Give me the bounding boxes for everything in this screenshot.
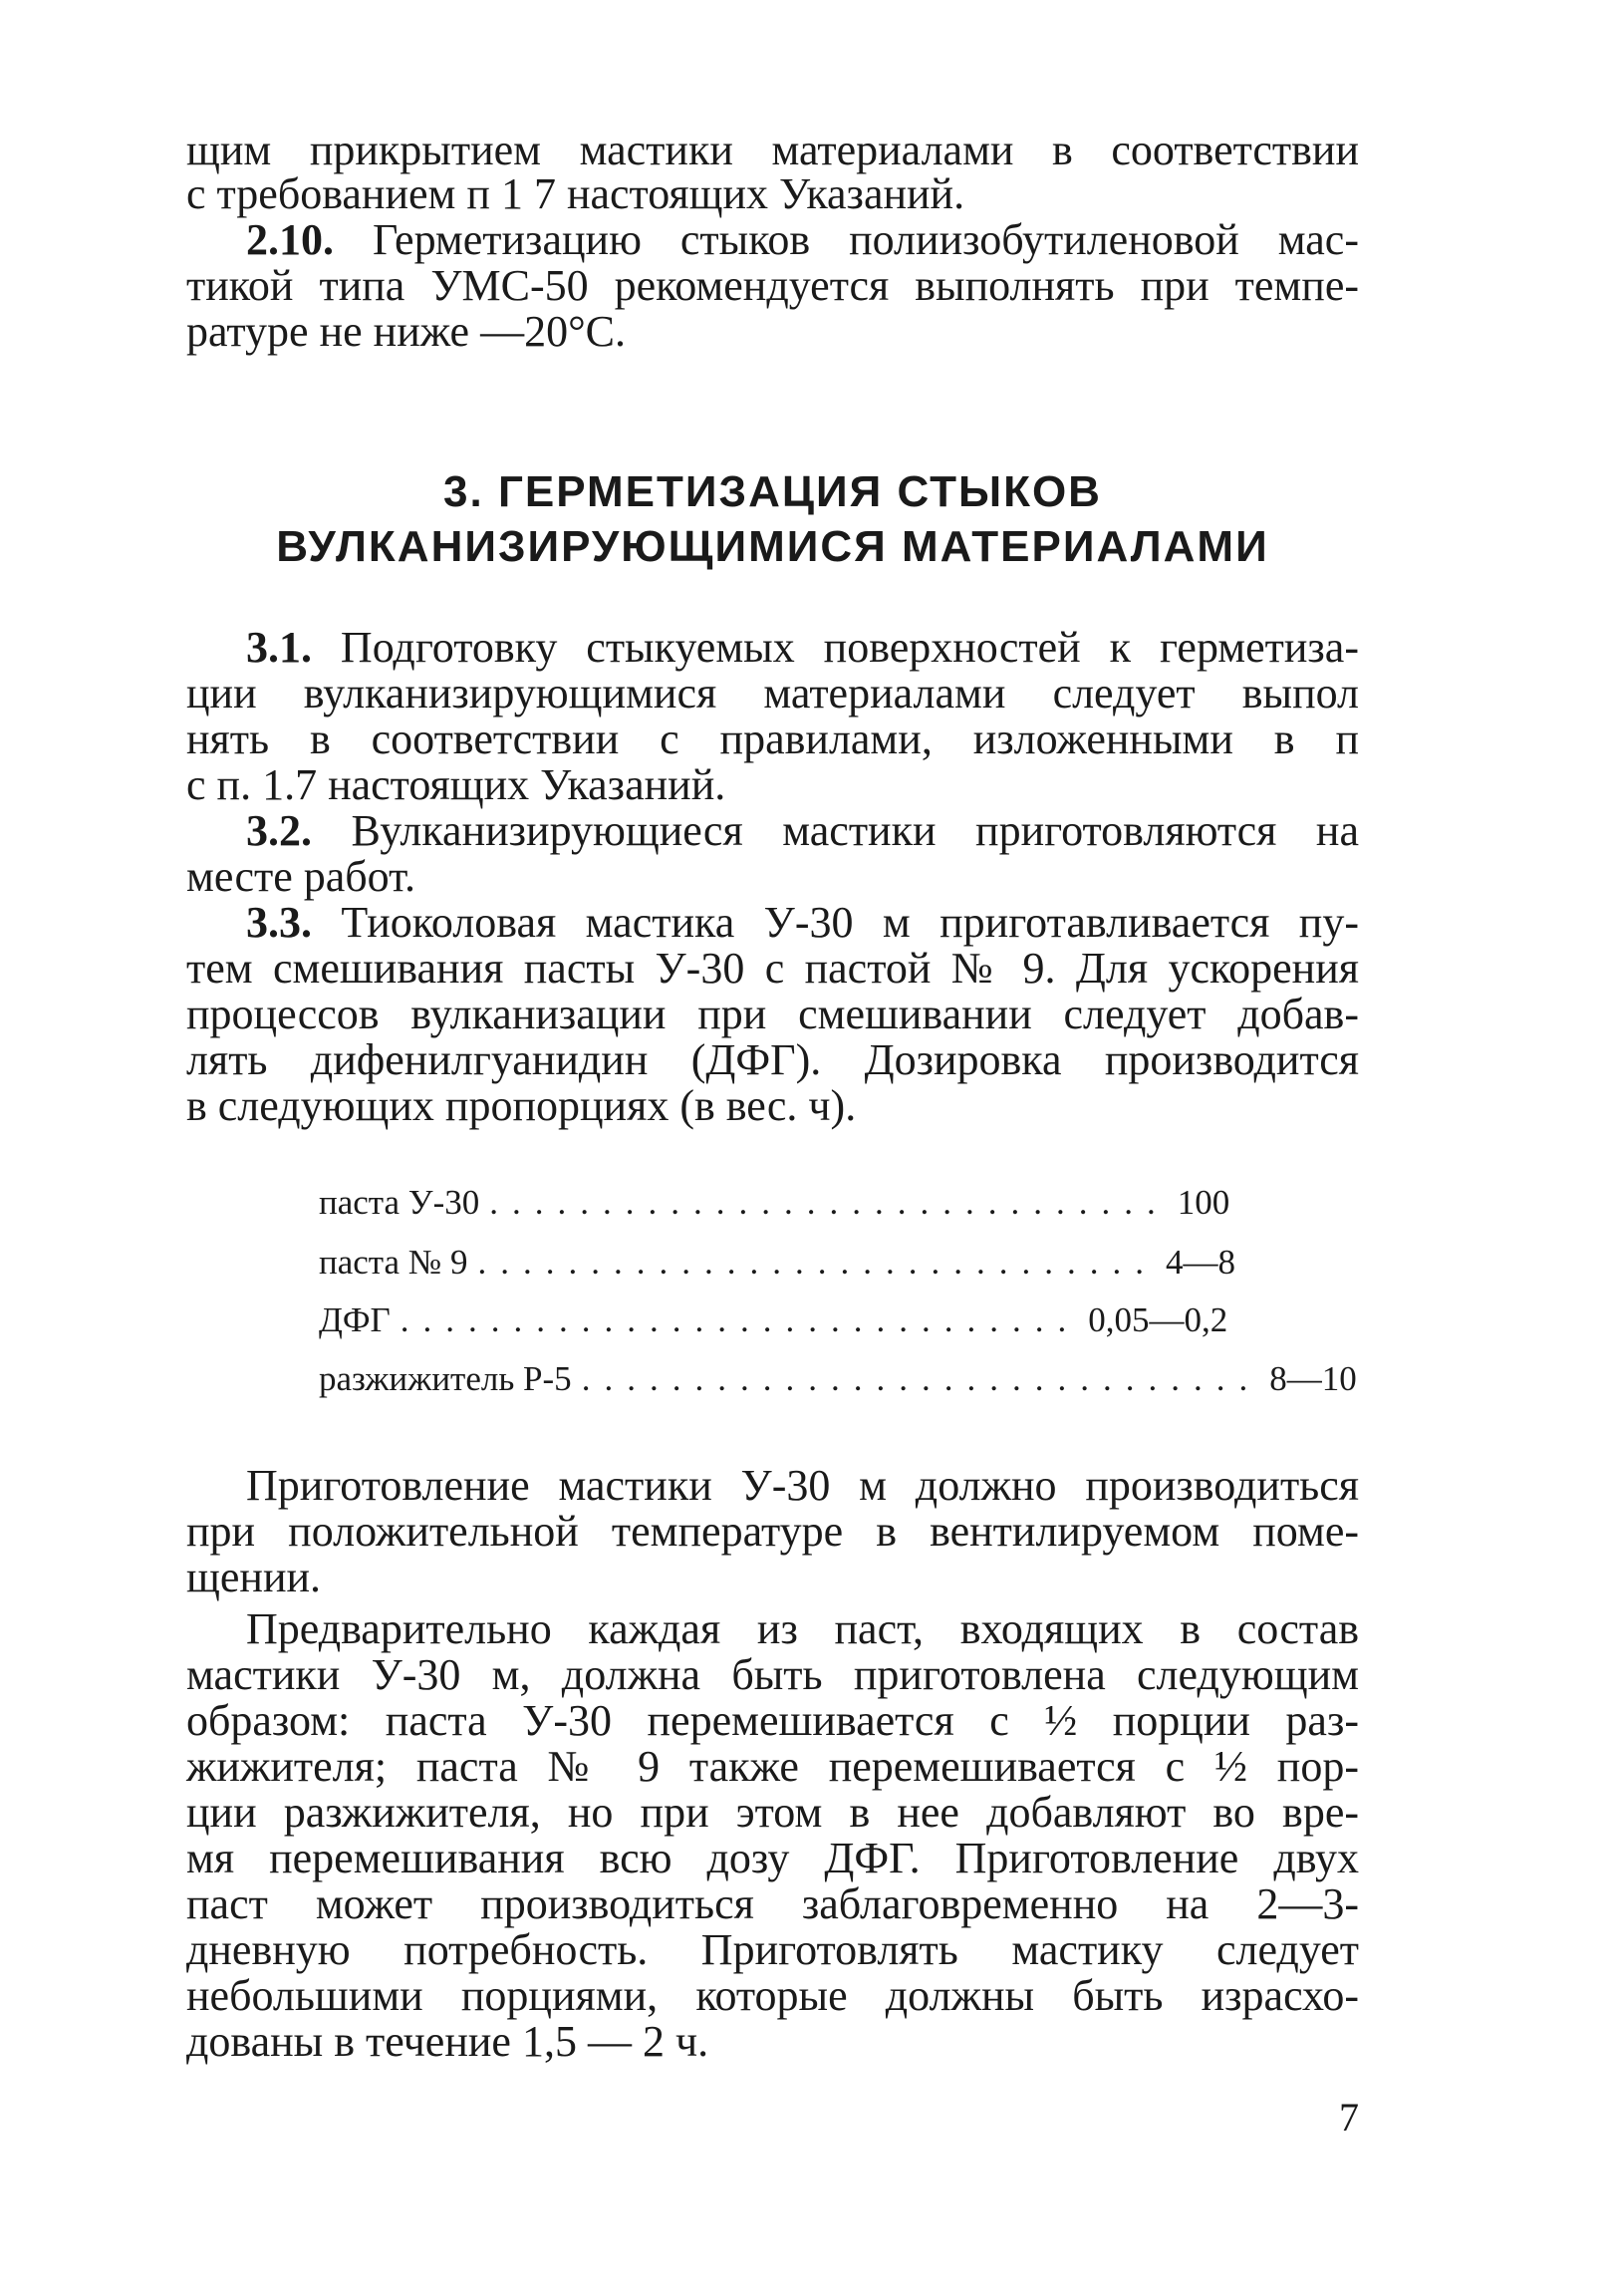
text-line: образом: паста У-30 перемешивается с ½ порции раз- [186, 1696, 1359, 1745]
recipe-row [319, 1298, 1228, 1342]
section-heading-line-1: 3. ГЕРМЕТИЗАЦИЯ СТЫКОВ [443, 467, 1102, 516]
text-line: щим прикрытием мастики материалами в соответствии [186, 126, 1359, 174]
text-line: ции вулканизирующимися материалами следует выпол [186, 669, 1359, 718]
leader-dots: .............................. [400, 1300, 1081, 1339]
recipe-row [319, 1181, 1230, 1225]
clause-number: 3.2. [246, 806, 312, 855]
recipe-label: паста № 9 [319, 1243, 468, 1282]
paragraph-3-2-first-line [246, 808, 1359, 854]
recipe-label: паста У-30 [319, 1183, 480, 1222]
clause-text: Герметизацию стыков полиизобутиленовой мас- [334, 215, 1359, 264]
recipe-value: 100 [1177, 1183, 1230, 1222]
recipe-label: разжижитель Р-5 [319, 1359, 572, 1398]
clause-number: 3.1. [246, 623, 312, 672]
text-line: тикой типа УМС-50 рекомендуется выполнять при темпе- [186, 261, 1359, 310]
recipe-value: 0,05—0,2 [1088, 1300, 1228, 1339]
clause-number: 3.3. [246, 898, 312, 947]
text-line: месте работ. [186, 852, 416, 901]
section-heading-line-2: ВУЛКАНИЗИРУЮЩИМИСЯ МАТЕРИАЛАМИ [276, 522, 1269, 571]
recipe-value: 8—10 [1269, 1359, 1357, 1398]
recipe-row [319, 1357, 1357, 1401]
leader-dots: .............................. [489, 1183, 1170, 1222]
text-line: ции разжижителя, но при этом в нее добавляют во вре- [186, 1788, 1359, 1837]
text-line: жижителя; паста № 9 также перемешивается с ½ пор- [186, 1742, 1359, 1791]
leader-dots: .............................. [581, 1359, 1262, 1398]
text-line: тем смешивания пасты У-30 с пастой № 9. Для ускорения [186, 944, 1359, 993]
clause-text: Подготовку стыкуемых поверхностей к герметиза- [312, 623, 1359, 672]
paragraph-2-10-first-line [246, 217, 1359, 263]
clause-number: 2.10. [246, 215, 334, 264]
text-line: мя перемешивания всю дозу ДФГ. Приготовление двух [186, 1834, 1359, 1882]
page-number: 7 [1339, 2095, 1359, 2140]
text-line: дованы в течение 1,5 — 2 ч. [186, 2017, 709, 2066]
text-line: щении. [186, 1553, 322, 1601]
text-line: при положительной температуре в вентилируемом поме- [186, 1507, 1359, 1556]
text-line: с требованием п 1 7 настоящих Указаний. [186, 169, 965, 218]
recipe-value: 4—8 [1165, 1243, 1235, 1282]
text-line: в следующих пропорциях (в вес. ч). [186, 1081, 857, 1130]
recipe-label: ДФГ [319, 1300, 391, 1339]
text-line: дневную потребность. Приготовлять мастику следует [186, 1925, 1359, 1974]
paragraph-3-1-first-line [246, 625, 1359, 671]
text-line: Предварительно каждая из паст, входящих в состав [246, 1604, 1359, 1653]
text-line: процессов вулканизации при смешивании следует добав- [186, 990, 1359, 1038]
text-line: мастики У-30 м, должна быть приготовлена следующим [186, 1650, 1359, 1699]
text-line: ратуре не ниже —20°С. [186, 307, 627, 356]
text-line: лять дифенилгуанидин (ДФГ). Дозировка производится [186, 1035, 1359, 1084]
text-line: с п. 1.7 настоящих Указаний. [186, 760, 726, 809]
paragraph-3-3-first-line [246, 900, 1359, 946]
clause-text: Вулканизирующиеся мастики приготовляются на [312, 806, 1359, 855]
text-line: паст может производиться заблаговременно на 2—3- [186, 1879, 1359, 1928]
text-line: Приготовление мастики У-30 м должно производиться [246, 1461, 1359, 1510]
text-line: небольшими порциями, которые должны быть израсхо- [186, 1971, 1359, 2020]
clause-text: Тиоколовая мастика У-30 м приготавливается пу- [312, 898, 1359, 947]
text-line: нять в соответствии с правилами, изложенными в п [186, 715, 1359, 763]
leader-dots: .............................. [477, 1243, 1158, 1282]
recipe-row [319, 1241, 1235, 1285]
